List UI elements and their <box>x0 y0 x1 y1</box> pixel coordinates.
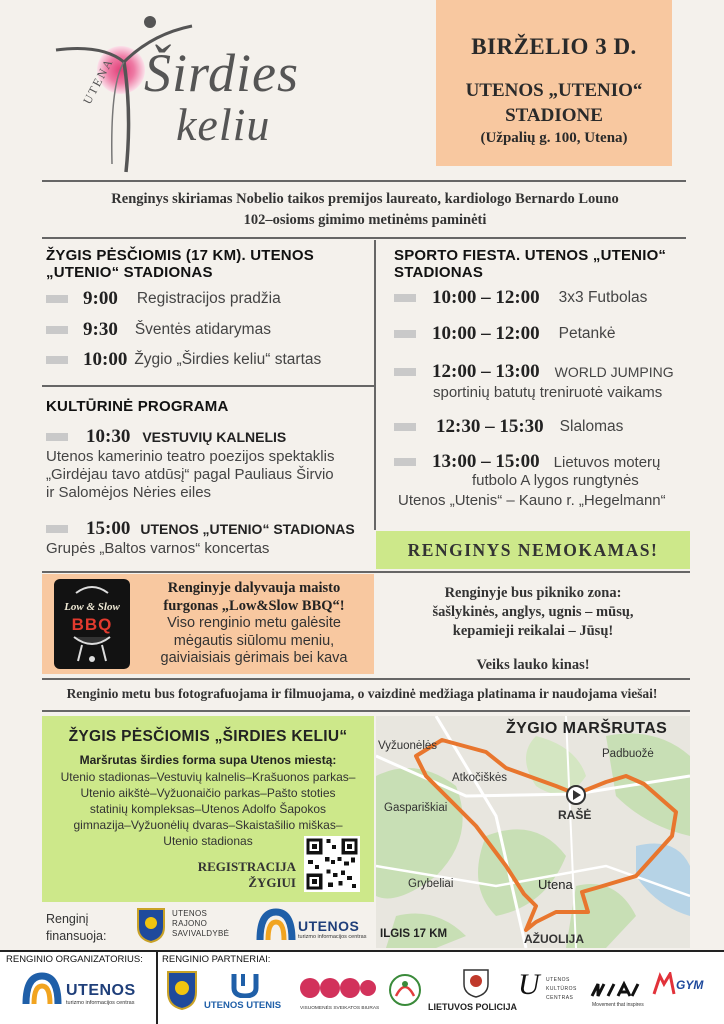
bullet-dash <box>394 423 416 431</box>
walk-item-time: 9:00 <box>83 288 118 309</box>
funding-label-line2: finansuoja: <box>46 929 107 943</box>
map-label: Padbuožė <box>602 748 654 760</box>
muni-line: RAJONO <box>172 919 208 928</box>
food-line: mėgautis siūlomu meniu, <box>173 632 335 649</box>
culture-item-desc <box>46 448 334 502</box>
sport-item-desc: Lietuvos moterų <box>553 453 661 471</box>
bullet-dash <box>46 433 68 441</box>
bullet-dash <box>46 356 68 364</box>
kia-logo-icon <box>590 980 640 1000</box>
utenis-name: UTENOS UTENIS <box>204 1000 282 1011</box>
divider <box>42 710 690 712</box>
sport-item-extra: sportinių batutų treniruotė vaikams <box>433 384 663 401</box>
registration-line2: ŽYGIUI <box>248 875 296 890</box>
photo-notice: Renginio metu bus fotografuojama ir filmuojama, o vaizdinė medžiaga platinama ir naudojama viešai! <box>66 686 658 701</box>
footer-column-divider <box>156 950 158 1024</box>
culture-item-place: VESTUVIŲ KALNELIS <box>142 429 287 445</box>
free-banner <box>376 531 690 569</box>
walk-item-time: 9:30 <box>83 319 118 340</box>
culture-center-line: KULTŪROS <box>546 986 577 992</box>
food-truck-logo <box>54 579 130 669</box>
registration-qr-icon[interactable] <box>304 836 360 892</box>
divider <box>42 571 690 573</box>
partners-label: RENGINIO PARTNERIAI: <box>162 954 271 965</box>
health-bureau-logo-icon <box>298 970 376 1004</box>
map-title: ŽYGIO MARŠRUTAS <box>506 720 668 737</box>
free-banner-text: RENGINYS NEMOKAMAS! <box>407 540 659 560</box>
gym-name: GYM <box>676 978 704 992</box>
date-box <box>436 0 672 166</box>
municipality-name <box>172 909 229 939</box>
culture-desc-line: „Girdėjau tavo atdūsį“ pagal Pauliaus Širvio <box>46 466 334 483</box>
hike-title: ŽYGIS PĖSČIOMIS „ŠIRDIES KELIU“ <box>68 728 348 745</box>
organizer-sub: turizmo informacijos centras <box>66 1000 135 1006</box>
culture-desc-line: ir Salomėjos Nėries eiles <box>46 484 212 501</box>
walk-item-time: 10:00 <box>83 349 128 370</box>
picnic-line: Renginyje bus pikniko zona: <box>444 585 622 601</box>
food-line-bold: Renginyje dalyvauja maisto <box>167 580 341 596</box>
walk-title-line2: „UTENIO“ STADIONAS <box>46 264 213 281</box>
registration-line1: REGISTRACIJA <box>197 859 296 874</box>
map-label: Grybeliai <box>408 878 454 890</box>
hike-subtitle: Maršrutas širdies forma supa Utenos miestą: <box>79 753 337 767</box>
grill-icon <box>54 579 130 669</box>
picnic-line: šašlykinės, anglys, ugnis – mūsų, <box>432 604 634 620</box>
logo-title-line2: keliu <box>176 99 271 150</box>
partner-crest-icon <box>166 970 198 1010</box>
culture-center-line: CENTRAS <box>546 995 574 1001</box>
footer <box>0 950 724 1024</box>
dedication-line1: Renginys skiriamas Nobelio taikos premijos laureato, kardiologo Bernardo Louno <box>111 191 619 207</box>
bullet-dash <box>394 458 416 466</box>
funding-label <box>46 911 106 945</box>
funding-label-line1: Renginį <box>46 912 89 926</box>
divider <box>42 385 374 387</box>
food-line-bold: furgonas „Low&Slow BBQ“! <box>163 597 345 614</box>
map-label: Atkočiškės <box>452 772 507 784</box>
tic-sub: turizmo informacijos centras <box>298 934 367 940</box>
walk-item-desc: Registracijos pradžia <box>136 290 281 307</box>
muni-line: SAVIVALDYBĖ <box>172 929 230 938</box>
picnic-text <box>376 584 690 675</box>
culture-center-name <box>546 976 577 1003</box>
culture-item <box>46 426 286 448</box>
event-date: BIRŽELIO 3 D. <box>471 34 637 59</box>
logo-title-line1: Širdies <box>144 43 299 103</box>
bullet-dash <box>46 295 68 303</box>
map-label: Gaspariškiai <box>384 802 448 814</box>
walk-item-desc: Žygio „Širdies keliu“ startas <box>134 351 322 368</box>
food-line: Viso renginio metu galėsite <box>167 615 341 631</box>
organizer-name: UTENOS <box>66 982 136 999</box>
footer-divider <box>0 950 724 952</box>
bbq-badge-word: BBQ <box>71 615 113 634</box>
walk-item <box>46 288 281 310</box>
culture-center-line: UTENOS <box>546 977 570 983</box>
bullet-dash <box>46 525 68 533</box>
route-line: statinių kompleksas–Utenos Adolfo Šapokos <box>89 802 327 816</box>
sport-title-line1: SPORTO FIESTA. UTENOS „UTENIO“ <box>394 247 667 264</box>
culture-center-logo: U <box>518 968 540 1001</box>
venue-line1: UTENOS „UTENIO“ <box>465 80 643 101</box>
map-label: AŽUOLIJA <box>524 932 584 946</box>
divider <box>42 678 690 680</box>
walk-title <box>46 247 314 281</box>
registration-label[interactable] <box>192 859 296 891</box>
muni-line: UTENOS <box>172 909 208 918</box>
map-label: Utena <box>538 877 573 892</box>
hike-box <box>42 716 374 902</box>
police-logo-icon <box>462 968 490 998</box>
sport-item-time: 12:00 – 13:00 <box>432 361 540 382</box>
walk-item <box>46 319 271 341</box>
picnic-line: kepamieji reikalai – Jūsų! <box>452 623 614 639</box>
sport-item-time: 13:00 – 15:00 <box>432 451 540 472</box>
route-line: gimnazija–Vyžuonėlių dvaras–Skaistašilio miškas– <box>73 818 343 832</box>
organizer-label: RENGINIO ORGANIZATORIUS: <box>6 954 143 965</box>
venue-address: (Užpalių g. 100, Utena) <box>480 130 628 146</box>
municipality-crest-icon <box>136 907 166 943</box>
sport-item <box>394 451 660 473</box>
culture-item-time: 10:30 <box>86 426 131 447</box>
bullet-dash <box>46 326 68 334</box>
sport-item <box>394 361 674 383</box>
map-label: Vyžuonėlės <box>378 740 438 752</box>
culture-item-time: 15:00 <box>86 518 131 539</box>
venue-line2: STADIONE <box>505 105 603 126</box>
kia-slogan: Movement that inspires <box>592 1002 644 1008</box>
health-bureau-name: VISUOMENĖS SVEIKATOS BIURAS <box>300 1006 380 1011</box>
picnic-line: Veiks lauko kinas! <box>476 657 590 673</box>
food-line: gaiviaisiais gėrimais bei kava <box>160 650 348 666</box>
sport-title <box>394 247 666 281</box>
column-divider <box>374 240 376 530</box>
dedication-text <box>30 189 700 231</box>
utenis-logo-icon <box>230 972 260 998</box>
police-name: LIETUVOS POLICIJA <box>428 1002 518 1012</box>
sport-item-desc: 3x3 Futbolas <box>558 289 648 306</box>
divider <box>42 180 686 182</box>
bullet-dash <box>394 330 416 338</box>
map-label: RAŠĖ <box>558 808 592 822</box>
bullet-dash <box>394 368 416 376</box>
gym-logo-icon <box>650 972 678 998</box>
bullet-dash <box>394 294 416 302</box>
logo-small-text: UTENA <box>80 55 117 107</box>
route-line: Utenio aikštė–Vyžuonaičio parkas–Pašto stoties <box>80 786 336 800</box>
culture-item <box>46 518 355 540</box>
culture-desc-line: Utenos kamerinio teatro poezijos spektaklis <box>46 448 335 465</box>
sport-item-desc: WORLD JUMPING <box>554 364 674 380</box>
sport-item-time: 10:00 – 12:00 <box>432 287 540 308</box>
tic-logo-icon <box>256 908 296 944</box>
sport-item-extra: futbolo A lygos rungtynės <box>472 472 639 489</box>
sport-item-extra: Utenos „Utenis“ – Kauno r. „Hegelmann“ <box>398 492 666 509</box>
sport-title-line2: STADIONAS <box>394 264 484 281</box>
walk-title-line1: ŽYGIS PĖSČIOMIS (17 KM). UTENOS <box>46 247 314 264</box>
food-text <box>134 580 374 668</box>
dedication-line2: 102–osioms gimimo metinėms paminėti <box>243 212 487 228</box>
sport-item <box>394 323 616 345</box>
tic-name: UTENOS <box>298 918 360 934</box>
sport-item <box>394 416 623 438</box>
sport-item-desc: Slalomas <box>559 418 624 435</box>
sport-item-desc: Petankė <box>558 325 616 342</box>
culture-item-place: UTENOS „UTENIO“ STADIONAS <box>140 521 355 537</box>
walk-item-desc: Šventės atidarymas <box>134 321 271 338</box>
bbq-badge-top: Low & Slow <box>64 601 120 613</box>
organizer-logo-icon <box>22 972 62 1008</box>
event-logo <box>52 14 412 176</box>
sport-item-time: 10:00 – 12:00 <box>432 323 540 344</box>
map-length: ILGIS 17 KM <box>380 928 448 940</box>
sport-item <box>394 287 647 309</box>
route-line: Utenio stadionas–Vestuvių kalnelis–Krašuonos parkas– <box>60 770 356 784</box>
route-map <box>376 716 690 948</box>
food-box <box>42 574 374 674</box>
culture-title: KULTŪRINĖ PROGRAMA <box>46 398 229 415</box>
divider <box>42 237 686 239</box>
walk-item <box>46 349 321 371</box>
sport-item-time: 12:30 – 15:30 <box>436 416 544 437</box>
green-partner-logo-icon <box>388 970 422 1010</box>
culture-item-desc: Grupės „Baltos varnos“ koncertas <box>46 540 270 557</box>
route-line: Utenio stadionas <box>163 834 253 848</box>
